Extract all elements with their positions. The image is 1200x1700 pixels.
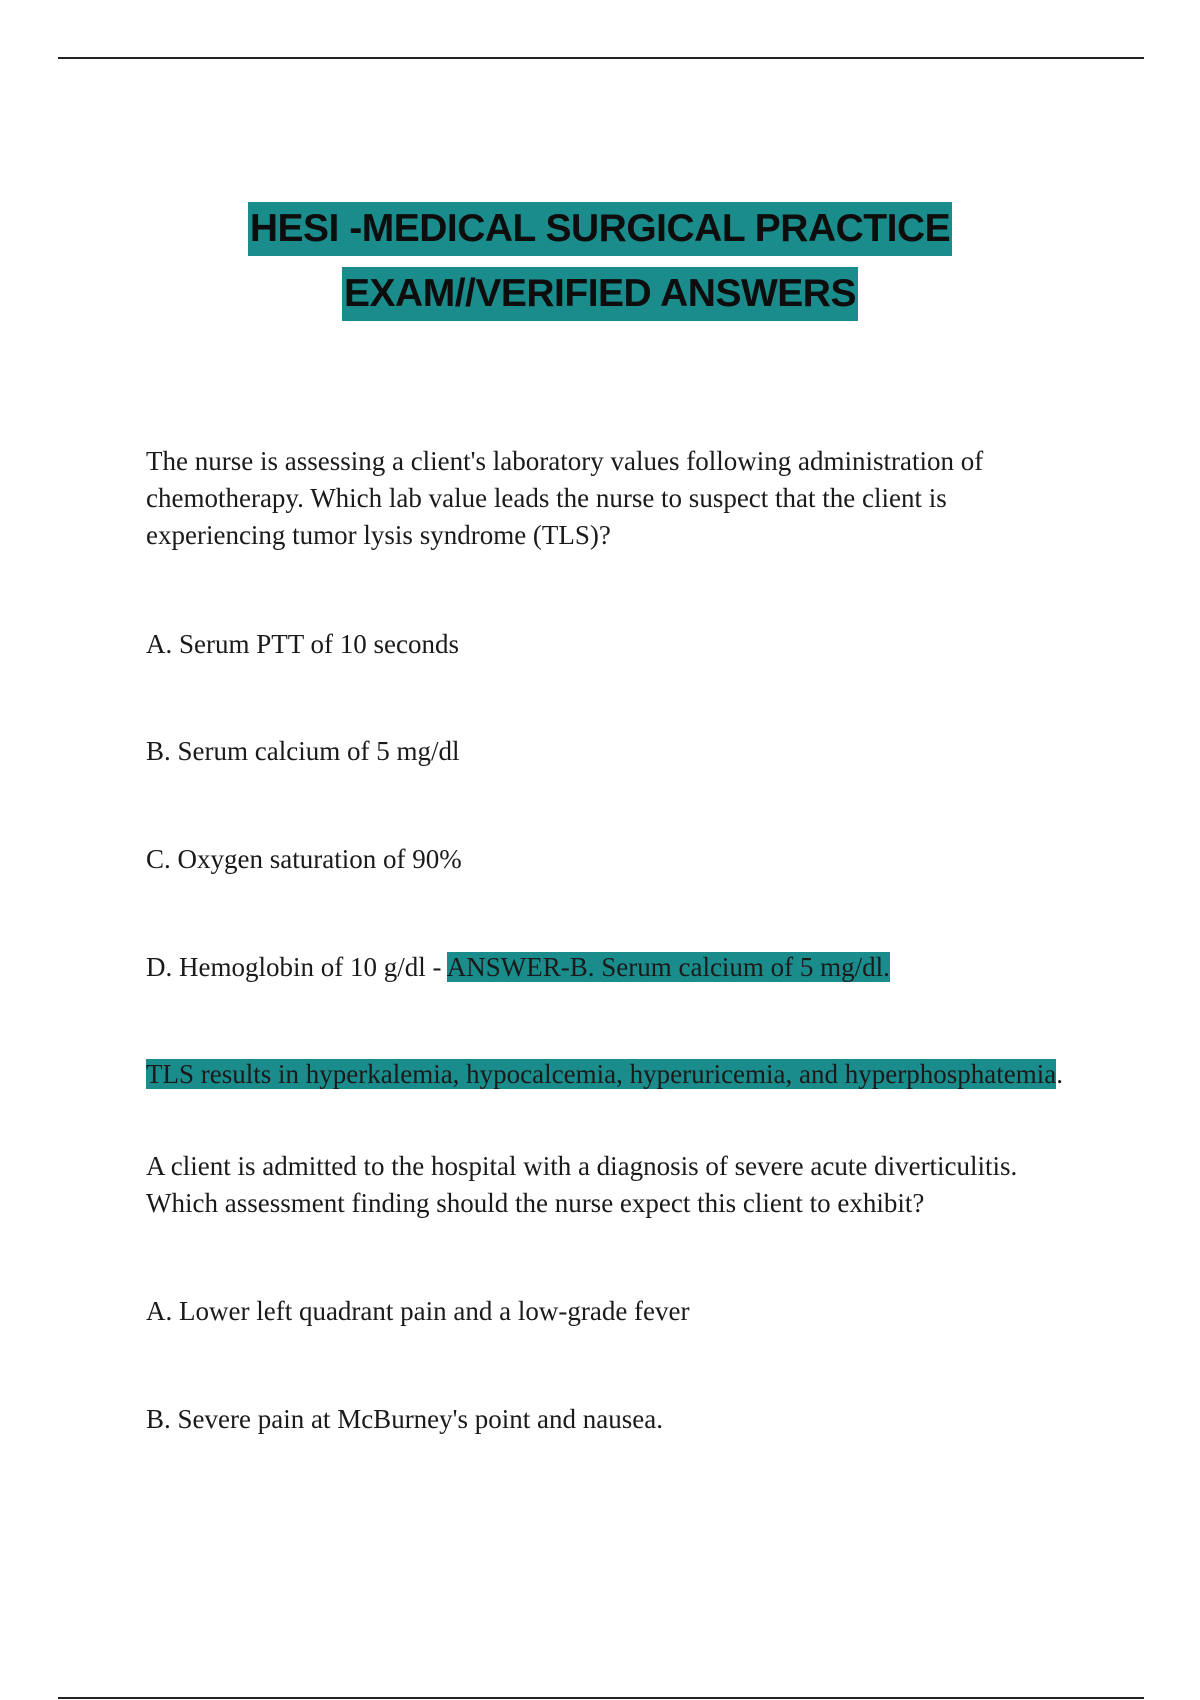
question-1-option-c: C. Oxygen saturation of 90% xyxy=(146,844,462,874)
question-1-answer: ANSWER-B. Serum calcium of 5 mg/dl. xyxy=(446,952,890,982)
question-1-explanation-line xyxy=(146,1056,1086,1093)
question-1-option-a: A. Serum PTT of 10 seconds xyxy=(146,629,459,659)
question-2-stem: A client is admitted to the hospital with a diagnosis of severe acute diverticulitis. Which assessment finding should the nurse expect this client to exhibit? xyxy=(146,1151,1018,1218)
question-1-option-d: D. Hemoglobin of 10 g/dl - xyxy=(146,952,447,982)
question-2-option-a: A. Lower left quadrant pain and a low-grade fever xyxy=(146,1296,690,1326)
bottom-rule xyxy=(58,1697,1144,1699)
question-1-explanation: TLS results in hyperkalemia, hypocalcemia, hyperuricemia, and hyperphosphatemia xyxy=(146,1059,1057,1089)
question-1-explanation-end: . xyxy=(1056,1059,1063,1089)
title-line-1: HESI -MEDICAL SURGICAL PRACTICE xyxy=(248,202,952,256)
question-1-stem: The nurse is assessing a client's laboratory values following administration of chemotherapy. Which lab value leads the nurse to suspect that the client is experiencing tumor lysis syndrome (TLS)? xyxy=(146,446,984,550)
title-line-2: EXAM//VERIFIED ANSWERS xyxy=(342,267,858,321)
document-title xyxy=(0,196,1200,326)
question-2-option-b: B. Severe pain at McBurney's point and nausea. xyxy=(146,1404,663,1434)
top-rule xyxy=(58,57,1144,59)
question-1-option-b: B. Serum calcium of 5 mg/dl xyxy=(146,736,460,766)
question-1-option-d-line xyxy=(146,949,1086,986)
